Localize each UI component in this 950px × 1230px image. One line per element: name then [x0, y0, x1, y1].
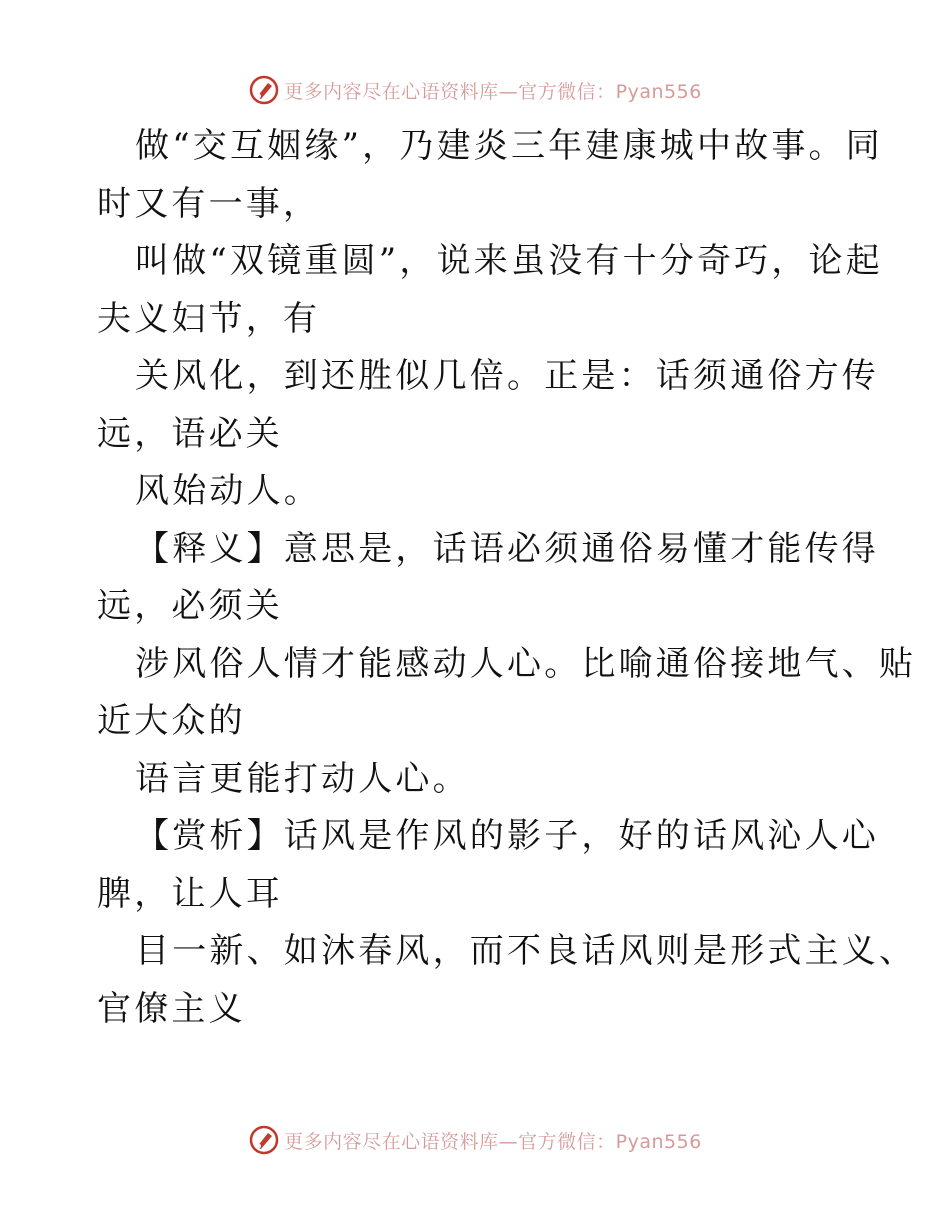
body-line: 官僚主义 — [97, 988, 246, 1029]
body-line: 近大众的 — [97, 701, 246, 741]
body-line: 时又有一事， — [97, 183, 321, 224]
body-line: 风始动人。 — [135, 471, 321, 511]
body-line: 远，必须关 — [97, 586, 283, 626]
body-line: 叫做“双镜重圆”，说来虽没有十分奇巧，论起 — [135, 241, 883, 281]
body-line: 语言更能打动人心。 — [135, 758, 470, 799]
body-line: 夫义妇节，有 — [97, 298, 321, 339]
body-line: 脾，让人耳 — [97, 873, 283, 914]
body-line: 远，语必关 — [97, 413, 283, 454]
body-line: 【赏析】话风是作风的影子，好的话风沁人心 — [135, 816, 879, 856]
header-watermark — [0, 70, 950, 110]
pen-nib-logo-icon — [248, 74, 280, 106]
header-watermark-text: 更多内容尽在心语资料库—官方微信：Pyan556 — [284, 80, 702, 103]
body-line: 关风化，到还胜似几倍。正是：话须通俗方传 — [135, 356, 879, 396]
body-line: 目一新、如沐春风，而不良话风则是形式主义、 — [135, 931, 917, 971]
footer-watermark-text: 更多内容尽在心语资料库—官方微信：Pyan556 — [284, 1130, 702, 1153]
document-body — [97, 118, 917, 1038]
footer-watermark — [0, 1120, 950, 1160]
body-line: 做“交互姻缘”，乃建炎三年建康城中故事。同 — [135, 126, 883, 166]
body-line: 涉风俗人情才能感动人心。比喻通俗接地气、贴 — [135, 643, 917, 684]
body-line: 【释义】意思是，话语必须通俗易懂才能传得 — [135, 528, 879, 569]
pen-nib-logo-icon — [248, 1124, 280, 1156]
